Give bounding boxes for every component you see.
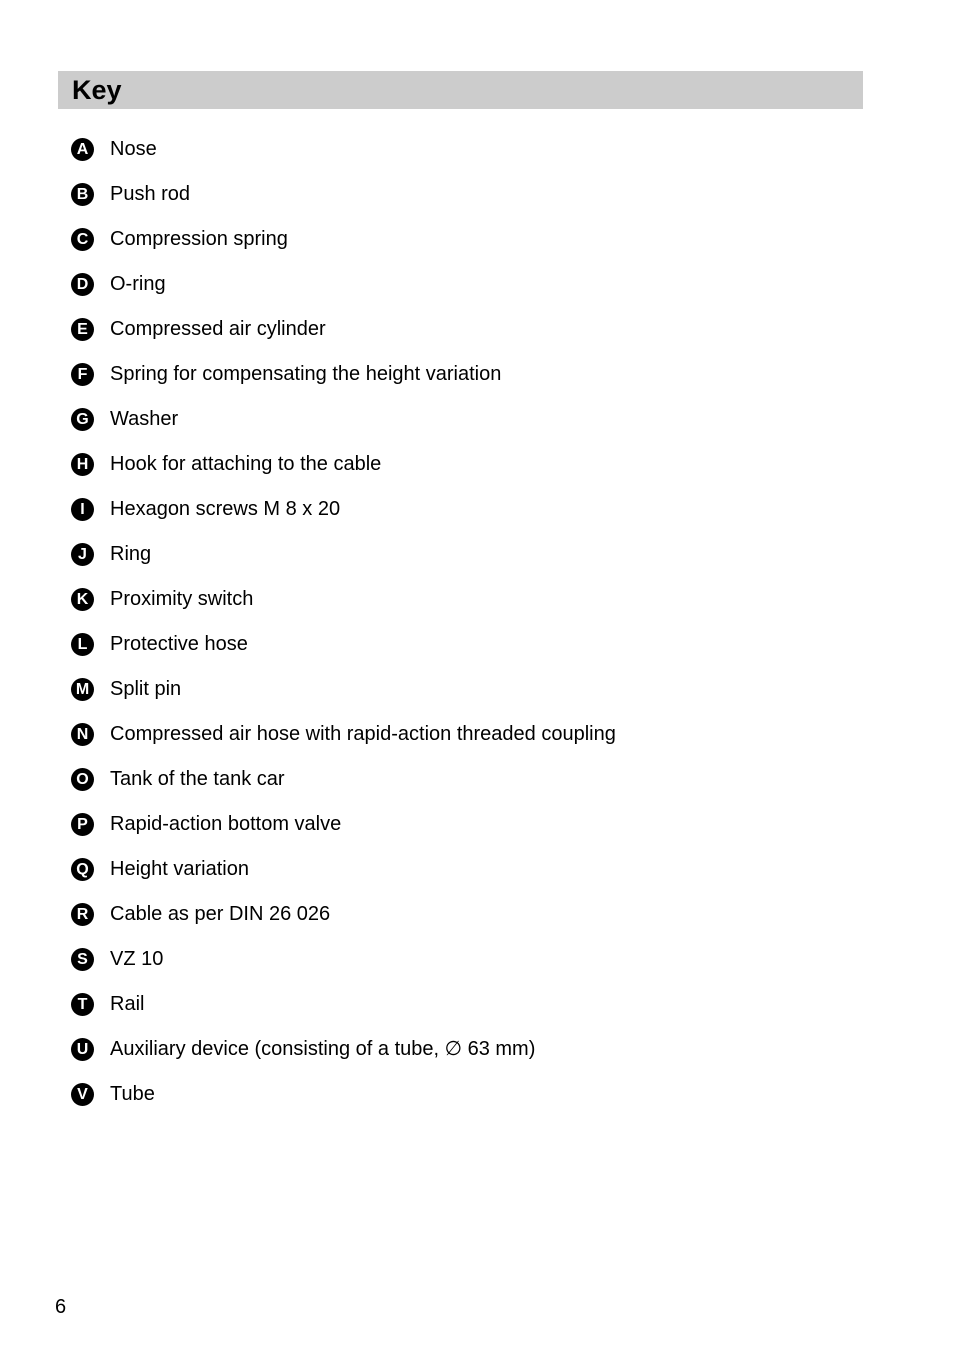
page-title: Key (72, 75, 122, 105)
header-bar (58, 71, 863, 109)
item-label: Compression spring (110, 228, 288, 250)
letter-badge: D (71, 273, 94, 296)
letter-badge: J (71, 543, 94, 566)
item-label: O-ring (110, 273, 166, 295)
letter-badge: S (71, 948, 94, 971)
list-item (71, 677, 616, 722)
letter-badge: C (71, 228, 94, 251)
item-label: Tank of the tank car (110, 768, 285, 790)
item-label: Tube (110, 1083, 155, 1105)
letter-badge: H (71, 453, 94, 476)
list-item (71, 587, 616, 632)
item-label: Split pin (110, 678, 182, 700)
letter-badge: O (71, 768, 94, 791)
list-item (71, 137, 616, 182)
item-label: Protective hose (110, 633, 248, 655)
list-item (71, 452, 616, 497)
list-item (71, 722, 616, 767)
list-item (71, 812, 616, 857)
letter-badge: B (71, 183, 94, 206)
letter-badge: A (71, 138, 94, 161)
list-item (71, 992, 616, 1037)
letter-badge: N (71, 723, 94, 746)
letter-badge: V (71, 1083, 94, 1106)
item-label: VZ 10 (110, 948, 164, 970)
item-label: Rail (110, 993, 145, 1015)
item-label: Proximity switch (110, 588, 254, 610)
item-label: Cable as per DIN 26 026 (110, 903, 331, 925)
list-item (71, 362, 616, 407)
item-label: Compressed air hose with rapid-action threaded coupling (110, 723, 616, 745)
list-item (71, 902, 616, 947)
item-label: Washer (110, 408, 179, 430)
letter-badge: U (71, 1038, 94, 1061)
list-item (71, 857, 616, 902)
list-item (71, 272, 616, 317)
item-label: Hexagon screws M 8 x 20 (110, 498, 341, 520)
list-item (71, 497, 616, 542)
page-number: 6 (55, 1296, 67, 1318)
item-label: Auxiliary device (consisting of a tube, ∅ 63 mm) (110, 1038, 536, 1060)
item-label: Compressed air cylinder (110, 318, 326, 340)
list-item (71, 542, 616, 587)
list-item (71, 1037, 616, 1082)
letter-badge: G (71, 408, 94, 431)
list-item (71, 182, 616, 227)
key-list (71, 137, 616, 1127)
list-item (71, 227, 616, 272)
letter-badge: K (71, 588, 94, 611)
list-item (71, 632, 616, 677)
letter-badge: P (71, 813, 94, 836)
letter-badge: L (71, 633, 94, 656)
letter-badge: M (71, 678, 94, 701)
list-item (71, 767, 616, 812)
letter-badge: F (71, 363, 94, 386)
list-item (71, 317, 616, 362)
item-label: Hook for attaching to the cable (110, 453, 382, 475)
item-label: Height variation (110, 858, 249, 880)
letter-badge: R (71, 903, 94, 926)
item-label: Nose (110, 138, 157, 160)
letter-badge: Q (71, 858, 94, 881)
letter-badge: T (71, 993, 94, 1016)
letter-badge: I (71, 498, 94, 521)
letter-badge: E (71, 318, 94, 341)
list-item (71, 407, 616, 452)
list-item (71, 947, 616, 992)
item-label: Push rod (110, 183, 191, 205)
item-label: Spring for compensating the height variation (110, 363, 502, 385)
item-label: Ring (110, 543, 152, 565)
list-item (71, 1082, 616, 1127)
item-label: Rapid-action bottom valve (110, 813, 342, 835)
